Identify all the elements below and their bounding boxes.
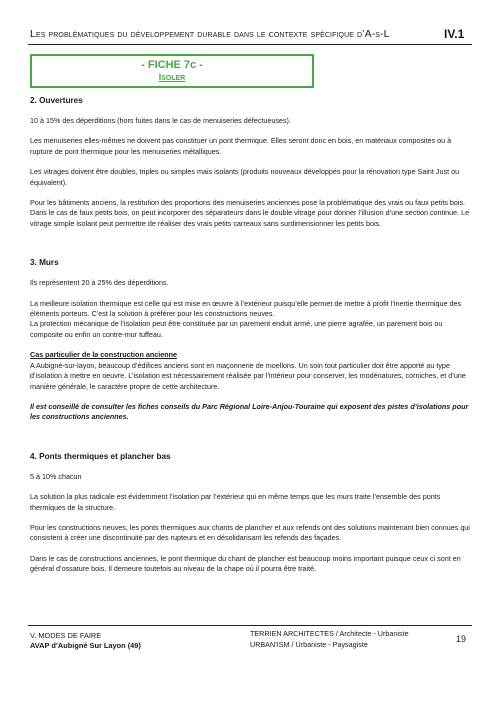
paragraph: 10 à 15% des déperditions (hors fuites dans le cas de menuiseries défectueuses).	[30, 116, 291, 125]
section-heading-murs: 3. Murs	[30, 258, 59, 268]
main-content	[30, 95, 472, 585]
fiche-box	[30, 54, 314, 88]
paragraph: 5 à 10% chacun	[30, 471, 82, 481]
advice-note: Il est conseillé de consulter les fiches conseils du Parc Régional Loire-Anjou-Touraine qui exposent des pistes d’isolations pour les constructions anciennes.	[30, 401, 469, 422]
paragraph: Dans le cas de constructions anciennes, le pont thermique du chant de plancher est beaucoup moins important puisque ceux ci sont en général d’ossature bois. Il demeure toutefois au niveau de la chape où il pourra être traité.	[30, 553, 461, 574]
subsection-heading: Cas particulier de la construction ancienne	[30, 350, 177, 360]
chapter-code: IV.1	[444, 27, 465, 41]
paragraph: A Aubigné-sur-layon, beaucoup d’édifices anciens sont en maçonnerie de moellons. Un soin tout particulier doit être apporté au type d’isolation à mettre en oeuvre. L’isolation est nécessairement réalisée par l’intérieur pour conserver, les modénatures, corniches, et d’une manière générale, le caractère propre de cette architecture.	[30, 360, 466, 391]
paragraph: La protection mécanique de l’isolation peut être constituée par un parement enduit armé, une pierre agrafée, un parement bois ou composite ou enfin un contre-mur tuffeau.	[30, 319, 443, 339]
section-spacer	[30, 239, 472, 257]
fiche-title: - FICHE 7c -	[141, 58, 203, 71]
header-title: Les problématiques du développement durable dans le contexte spécifique d’A-s-L	[30, 28, 390, 40]
fiche-subtitle: Isoler	[158, 71, 186, 83]
section-spacer	[30, 433, 472, 451]
footer-chapter: V. MODES DE FAIRE	[30, 631, 102, 640]
section-heading-ponts: 4. Ponts thermiques et plancher bas	[30, 451, 171, 461]
footer-rule	[28, 625, 472, 626]
header-rule	[28, 44, 472, 45]
paragraph: La solution la plus radicale est évidemment l’isolation par l’extérieur qui en même temps que les murs traite l’ensemble des ponts thermiques de la structure.	[30, 492, 441, 512]
paragraph: La meilleure isolation thermique est celle qui est mise en œuvre à l’extérieur puisqu’elle permet de mettre à profit l’inertie thermique des éléments porteurs. C’est la solution à préférer pour les constructions neuves.	[30, 298, 462, 319]
section-heading-ouvertures: 2. Ouvertures	[30, 96, 83, 105]
footer-author-2: URBAN’ISM / Urbaniste - Paysagiste	[250, 640, 368, 649]
paragraph: Les vitrages doivent être doubles, triples ou simples mais isolants (produits nouveaux développés pour la rénovation type Saint Just ou équivalent).	[30, 167, 460, 187]
paragraph: Ils représentent 20 à 25% des déperditions.	[30, 278, 169, 288]
paragraph: Pour les bâtiments anciens, la restitution des proportions des menuiseries anciennes pose la problématique des vrais ou faux petits bois. Dans le cas de faux petits bois, on peut incorporer des séparateurs dans le double vitrage pour donner l’illusion d’une section continue. Le vitrage simple isolant peut permettre de réaliser des vrais petits carreaux sans surdimensionner les petits bois.	[30, 198, 470, 228]
paragraph: Les menuiseries elles-mêmes ne doivent pas constituer un pont thermique. Elles seront donc en bois, en matériaux composites ou à rupture de pont thermique pour les menuiseries métalliques.	[30, 136, 452, 156]
footer-author-1: TERRIEN ARCHITECTES / Architecte - Urbaniste	[250, 629, 409, 638]
footer-document-title: AVAP d’Aubigné Sur Layon (49)	[30, 641, 141, 650]
paragraph: Pour les constructions neuves, les ponts thermiques aux chants de plancher et aux refends ont des solutions maintenant bien connues qui consistent à créer une discontinuité par des rupteurs et en désolidarisant les refends des façades.	[30, 522, 470, 543]
page-number: 19	[456, 634, 467, 644]
